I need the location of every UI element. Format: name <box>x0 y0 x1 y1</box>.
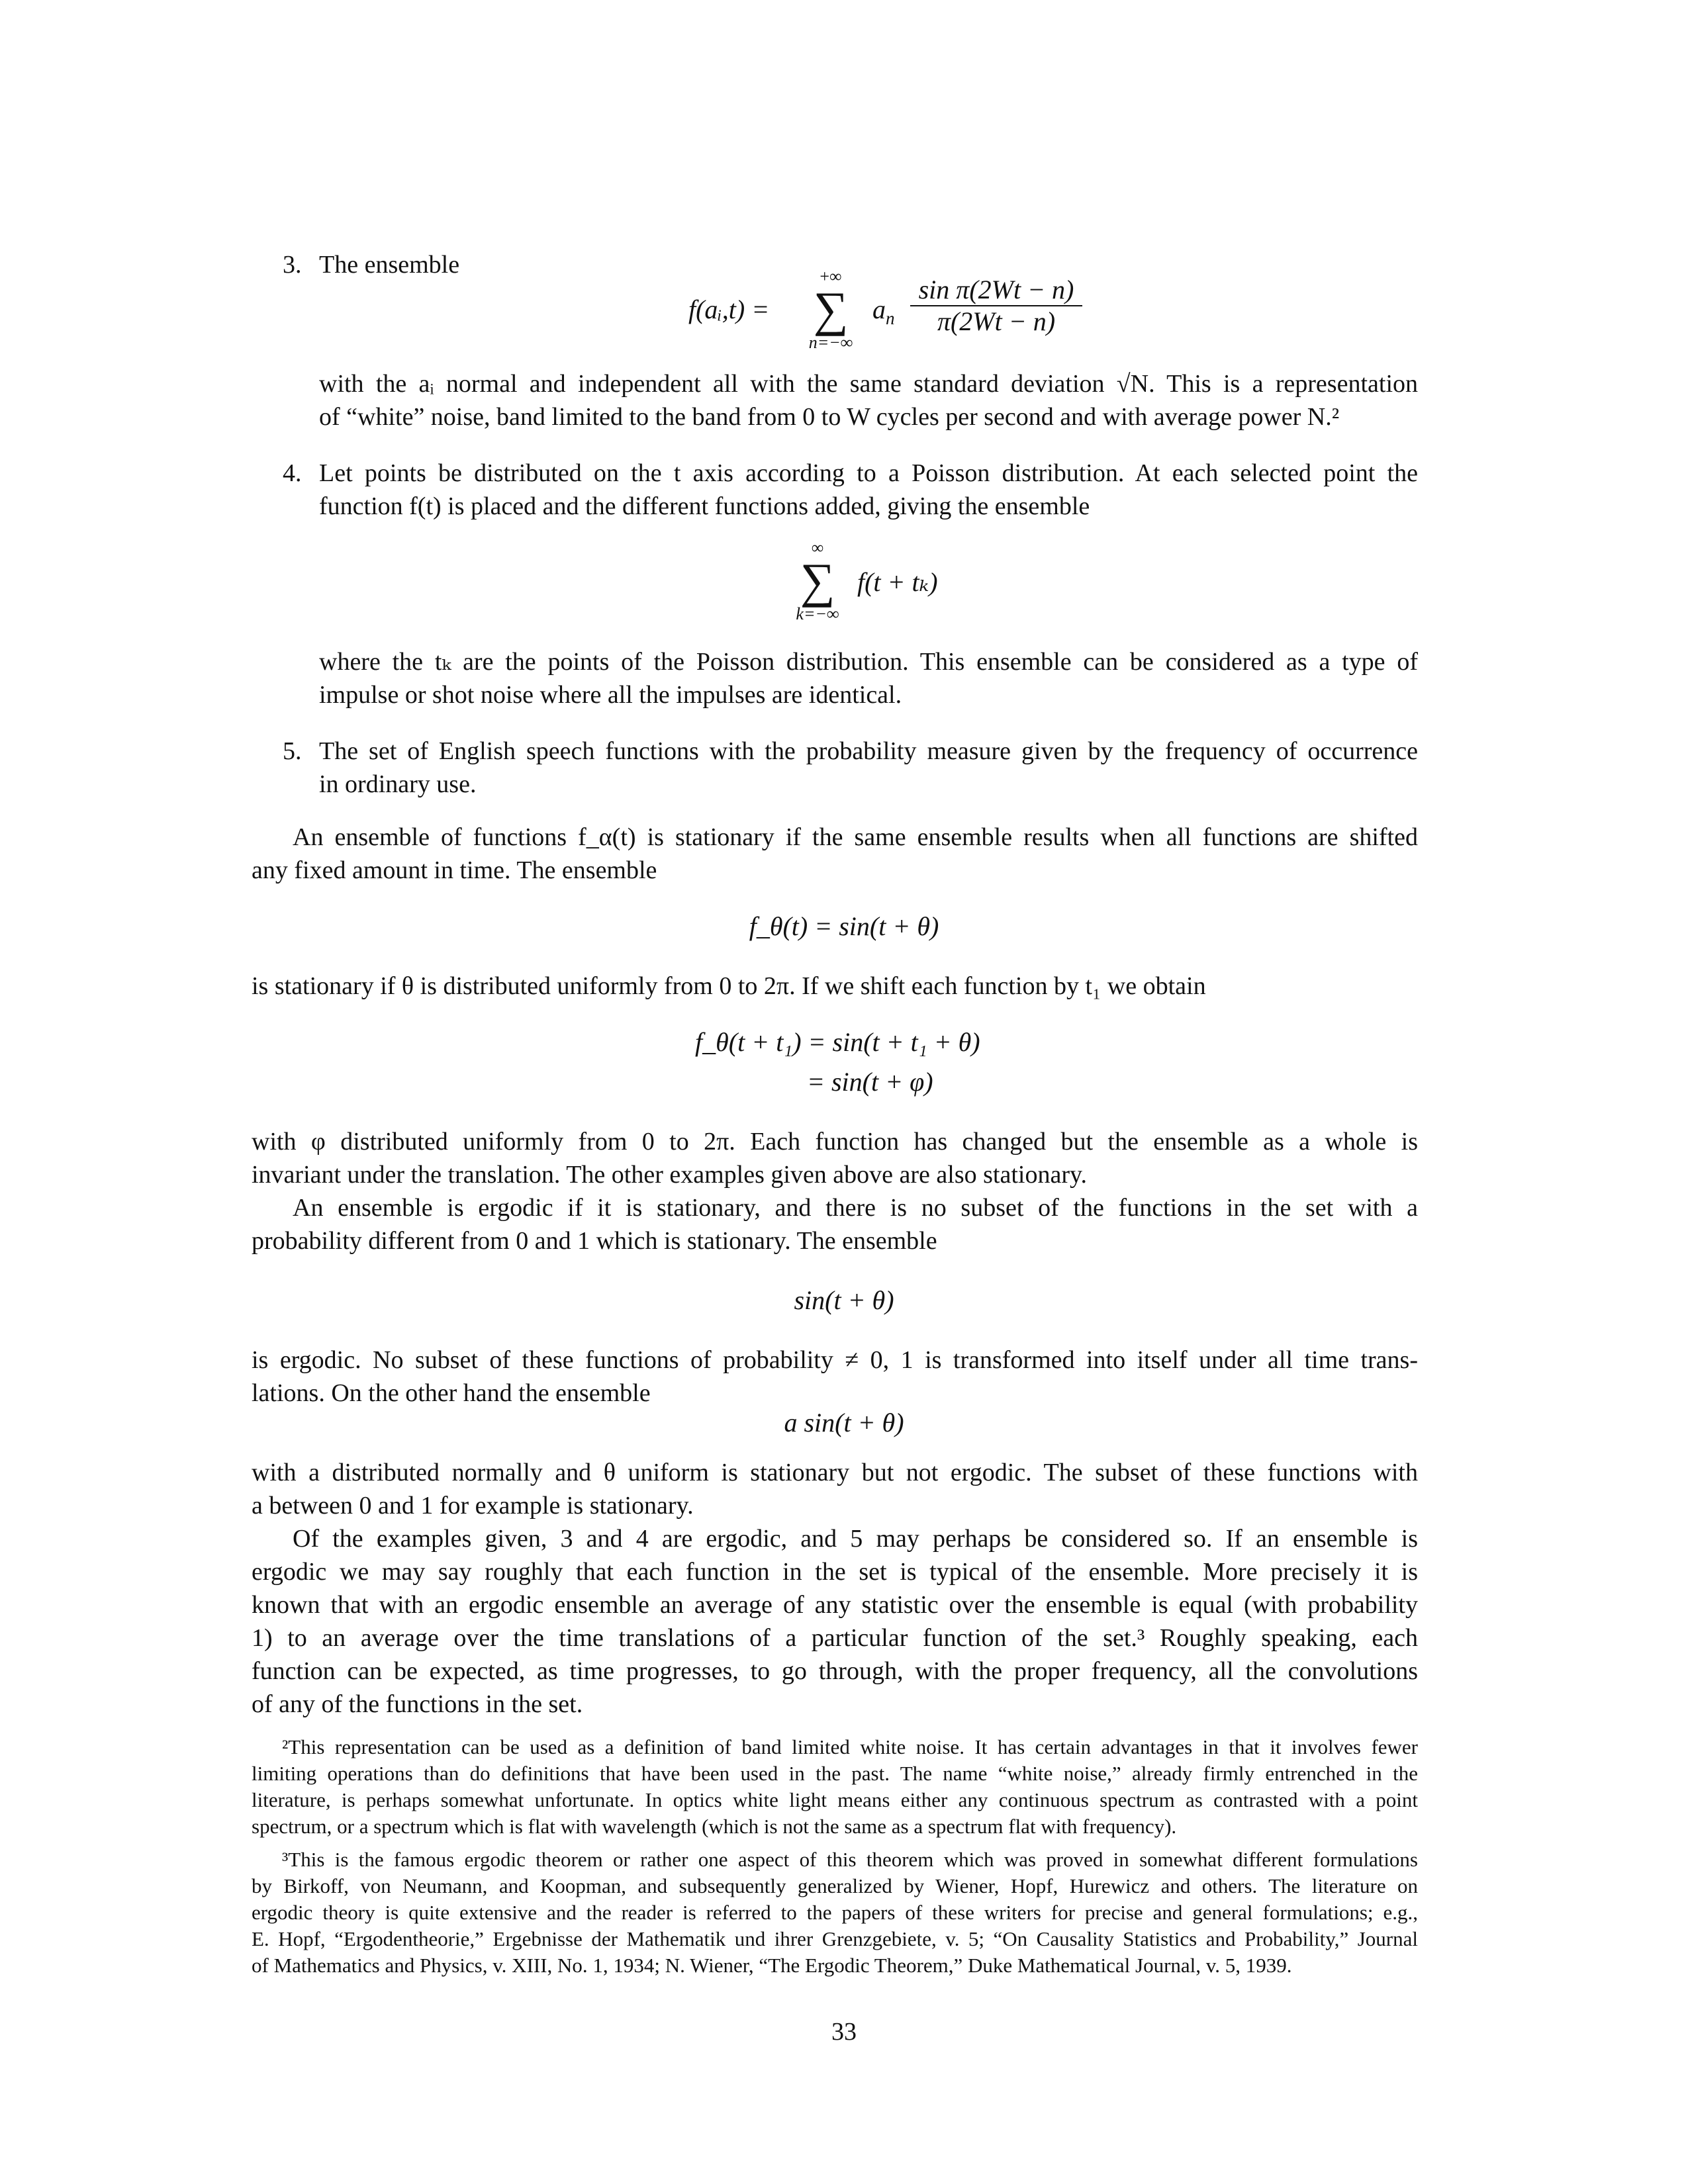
examples-para-line-6: of any of the functions in the set. <box>252 1690 583 1718</box>
footnote-2-line-2: limiting operations than do definitions that have been used in the past. The name “white noise,” already firmly entrenched in the <box>252 1762 1418 1785</box>
footnote-2-line-4: spectrum, or a spectrum which is flat with wavelength (which is not the same as a spectrum flat with frequency). <box>252 1815 1177 1838</box>
item-number-3: 3. <box>283 251 302 279</box>
fraction-numerator: sin π(2Wt − n) <box>918 275 1074 304</box>
sum-upper-limit: +∞ <box>820 267 842 286</box>
stationary-para-line-2: any fixed amount in time. The ensemble <box>252 856 657 884</box>
footnote-3-line-5: of Mathematics and Physics, v. XIII, No. 1, 1934; N. Wiener, “The Ergodic Theorem,” Duke Mathematical Journal, v. 5, 1939. <box>252 1954 1292 1977</box>
ergodic-para-line-1: An ensemble is ergodic if it is stationary, and there is no subset of the functions in the set with a <box>293 1194 1418 1222</box>
coefficient-a-n: $a_n$ <box>872 295 895 328</box>
ergodic-para-line-3: is ergodic. No subset of these functions of probability ≠ 0, 1 is transformed into itself under all time trans- <box>252 1346 1418 1374</box>
ergodic-para-line-2: probability different from 0 and 1 which is stationary. The ensemble <box>252 1227 937 1255</box>
ergodic-para-line-5: with a distributed normally and θ uniform is stationary but not ergodic. The subset of these functions with <box>252 1459 1418 1486</box>
item-number-4: 4. <box>283 459 302 487</box>
summation <box>784 539 851 623</box>
equation-ergodic-example: sin(t + θ) <box>794 1285 894 1315</box>
examples-para-line-1: Of the examples given, 3 and 4 are ergodic, and 5 may perhaps be considered so. If an ensemble is <box>293 1525 1418 1553</box>
fraction-denominator: π(2Wt − n) <box>937 306 1056 336</box>
examples-para-line-3: known that with an ergodic ensemble an average of any statistic over the ensemble is equal (with probability <box>252 1591 1418 1619</box>
ergodic-para-line-6: a between 0 and 1 for example is stationary. <box>252 1492 694 1520</box>
examples-para-line-5: function can be expected, as time progresses, to go through, with the proper frequency, all the convolutions <box>252 1657 1418 1685</box>
summation <box>794 268 867 351</box>
sum-lower-limit: n=−∞ <box>808 333 853 352</box>
page-number: 33 <box>831 2018 857 2046</box>
equation-poisson-term: f(t + tₖ) <box>857 567 938 597</box>
item-3-body-line-2: of “white” noise, band limited to the band from 0 to W cycles per second and with average power N.² <box>319 403 1340 431</box>
examples-para-line-2: ergodic we may say roughly that each function in the set is typical of the ensemble. More precisely it is <box>252 1558 1418 1586</box>
footnote-2-line-1: ²This representation can be used as a definition of band limited white noise. It has certain advantages in that it involves fewer <box>282 1735 1418 1758</box>
footnote-3-line-1: ³This is the famous ergodic theorem or rather one aspect of this theorem which was proved in somewhat different formulations <box>282 1848 1418 1871</box>
item-5-line-2: in ordinary use. <box>319 770 477 798</box>
item-5-line-1: The set of English speech functions with the probability measure given by the frequency of occurrence <box>319 737 1418 765</box>
stationary-para-line-4: with φ distributed uniformly from 0 to 2π. Each function has changed but the ensemble as a whole is <box>252 1128 1418 1156</box>
fraction <box>910 275 1082 337</box>
ergodic-para-line-4: lations. On the other hand the ensemble <box>252 1379 651 1407</box>
stationary-para-line-3: is stationary if θ is distributed uniformly from 0 to 2π. If we shift each function by t₁ we obtain <box>252 972 1206 1000</box>
examples-para-line-4: 1) to an average over the time translations of a particular function of the set.³ Roughly speaking, each <box>252 1624 1418 1652</box>
equation-shift-line-2: = sin(t + φ) <box>807 1067 933 1097</box>
equation-stationary-example: f_θ(t) = sin(t + θ) <box>749 911 939 941</box>
equation-white-noise <box>688 267 1074 354</box>
item-3-body-line-1: with the aᵢ normal and independent all with the same standard deviation √N. This is a representation <box>319 370 1418 398</box>
item-4-line-2: function f(t) is placed and the different functions added, giving the ensemble <box>319 492 1090 520</box>
item-4-after-line-2: impulse or shot noise where all the impulses are identical. <box>319 681 902 709</box>
equation-white-noise-lhs: f(aᵢ,t) = <box>688 295 770 324</box>
item-4-after-line-1: where the tₖ are the points of the Poisson distribution. This ensemble can be considered as a type of <box>319 648 1418 676</box>
item-4-line-1: Let points be distributed on the t axis according to a Poisson distribution. At each selected point the <box>319 459 1418 487</box>
sum-lower-limit: k=−∞ <box>796 604 839 623</box>
equation-poisson-sum <box>784 539 1049 629</box>
equation-shift-line-1: f_θ(t + t₁) = sin(t + t₁ + θ) <box>695 1027 980 1057</box>
stationary-para-line-1: An ensemble of functions f_α(t) is stationary if the same ensemble results when all functions are shifted <box>293 823 1418 851</box>
footnote-3-line-2: by Birkoff, von Neumann, and Koopman, and subsequently generalized by Wiener, Hopf, Hurewicz and others. The literature on <box>252 1874 1418 1897</box>
sigma-symbol: ∑ <box>800 554 835 608</box>
footnote-3-line-3: ergodic theory is quite extensive and the reader is referred to the papers of these writers for precise and general formulations; e.g., <box>252 1901 1418 1924</box>
item-3-lead: The ensemble <box>319 251 460 279</box>
sum-upper-limit: ∞ <box>811 538 824 557</box>
item-number-5: 5. <box>283 737 302 765</box>
footnote-2-line-3: literature, is perhaps somewhat unfortunate. In optics white light means either any continuous spectrum as contrasted with a point <box>252 1788 1418 1811</box>
footnote-3-line-4: E. Hopf, “Ergodentheorie,” Ergebnisse der Mathematik und ihrer Grenzgebiete, v. 5; “On Causality Statistics and Probability,” Journal <box>252 1927 1418 1950</box>
equation-non-ergodic-example: a sin(t + θ) <box>784 1408 904 1437</box>
stationary-para-line-5: invariant under the translation. The other examples given above are also stationary. <box>252 1161 1088 1189</box>
sigma-symbol: ∑ <box>813 283 849 337</box>
